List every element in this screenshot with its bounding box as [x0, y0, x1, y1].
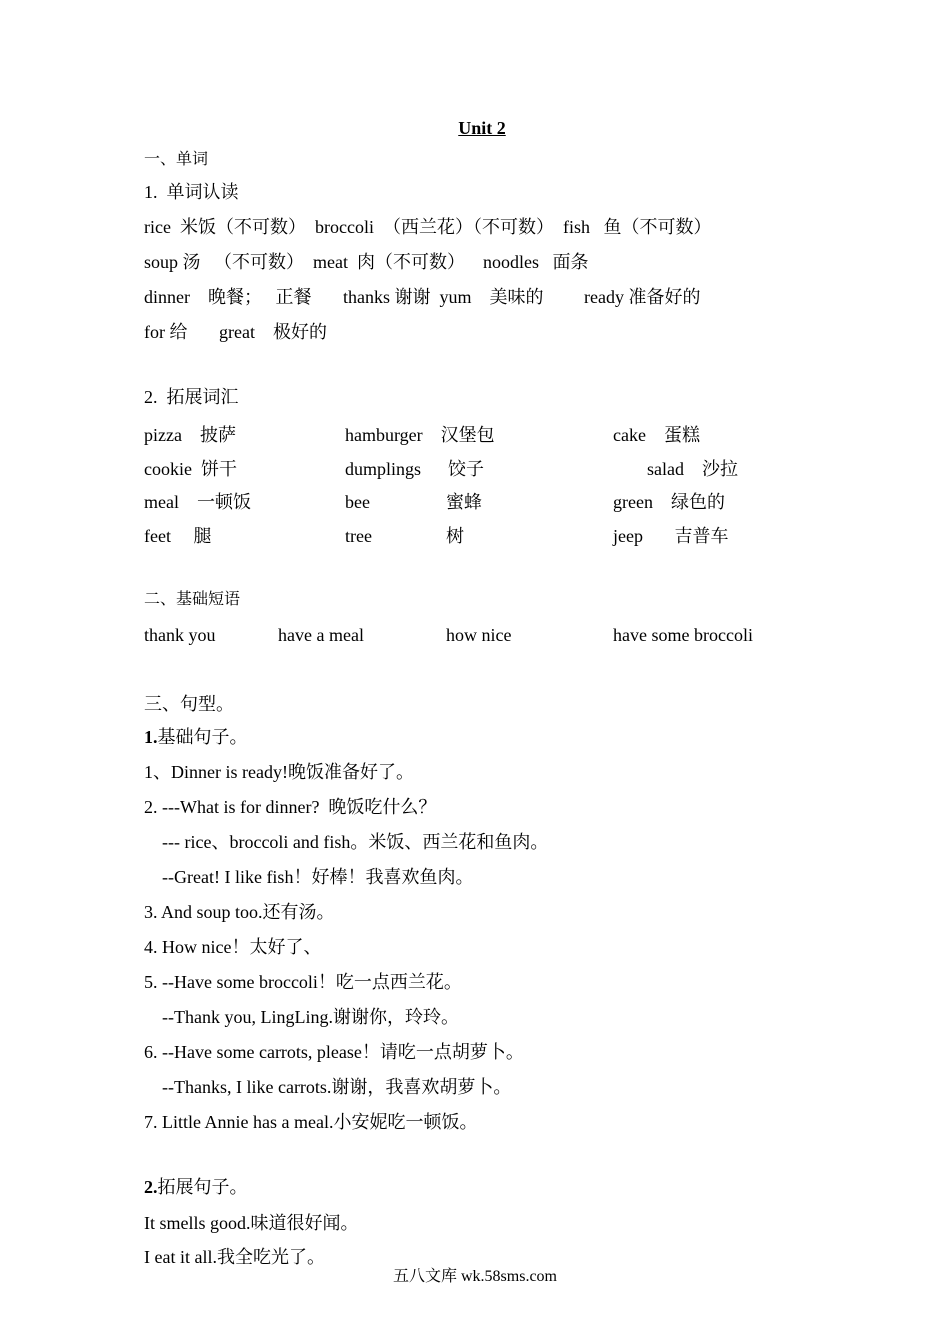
phrase: how nice — [446, 625, 512, 645]
vocab-line: soup 汤 （不可数） meat 肉（不可数） noodles 面条 — [144, 252, 589, 272]
sentence: --Thank you, LingLing.谢谢你，玲玲。 — [144, 1007, 459, 1027]
sentence: 2. ---What is for dinner? 晚饭吃什么？ — [144, 797, 437, 817]
sentence: --Thanks, I like carrots.谢谢，我喜欢胡萝卜。 — [144, 1077, 512, 1097]
vocab-line: for 给 great 极好的 — [144, 322, 327, 342]
sentence: --Great! I like fish！好棒！我喜欢鱼肉。 — [144, 867, 474, 887]
ext-vocab-cell: bee — [345, 492, 370, 512]
sentence: --- rice、broccoli and fish。米饭、西兰花和鱼肉。 — [144, 832, 549, 852]
page-footer: 五八文库 wk.58sms.com — [392, 1268, 557, 1285]
subheading-word-reading: 1. 单词认读 — [144, 182, 239, 202]
ext-vocab-cell: dumplings 饺子 — [345, 459, 485, 479]
section-heading-sentences: 三、句型。 — [144, 694, 234, 714]
phrase: have some broccoli — [613, 625, 753, 645]
phrase: have a meal — [278, 625, 364, 645]
subheading-extended-vocab: 2. 拓展词汇 — [144, 387, 239, 407]
ext-vocab-cell: green 绿色的 — [613, 492, 725, 512]
subheading-text: 拓展句子。 — [157, 1177, 248, 1197]
ext-vocab-cell: 树 — [446, 526, 464, 546]
sentence: 3. And soup too.还有汤。 — [144, 902, 335, 922]
subheading-number: 2. — [144, 1177, 158, 1197]
ext-vocab-cell: cake 蛋糕 — [613, 425, 700, 445]
sentence: 1、Dinner is ready!晚饭准备好了。 — [144, 762, 414, 782]
subheading-extended-sentences — [144, 1175, 248, 1199]
sentence: It smells good.味道很好闻。 — [144, 1213, 359, 1233]
ext-vocab-cell: cookie 饼干 — [144, 459, 237, 479]
vocab-line: rice 米饭（不可数） broccoli （西兰花）（不可数） fish 鱼（不可数） — [144, 217, 712, 237]
ext-vocab-cell: pizza 披萨 — [144, 425, 236, 445]
ext-vocab-cell: feet 腿 — [144, 526, 212, 546]
ext-vocab-cell: tree — [345, 526, 372, 546]
phrase: thank you — [144, 625, 216, 645]
page-title: Unit 2 — [458, 118, 506, 138]
ext-vocab-cell: 蜜蜂 — [446, 492, 482, 512]
section-heading-words: 一、单词 — [144, 151, 209, 168]
subheading-basic-sentences — [144, 725, 248, 749]
subheading-text: 基础句子。 — [157, 727, 248, 747]
sentence: 4. How nice！太好了、 — [144, 937, 322, 957]
sentence: 6. --Have some carrots, please！请吃一点胡萝卜。 — [144, 1042, 524, 1062]
ext-vocab-cell: jeep 吉普车 — [613, 526, 729, 546]
subheading-number: 1. — [144, 727, 158, 747]
ext-vocab-cell: salad 沙拉 — [647, 459, 738, 479]
ext-vocab-cell: hamburger 汉堡包 — [345, 425, 495, 445]
ext-vocab-cell: meal 一顿饭 — [144, 492, 251, 512]
sentence: 7. Little Annie has a meal.小安妮吃一顿饭。 — [144, 1112, 478, 1132]
section-heading-phrases: 二、基础短语 — [144, 591, 241, 608]
vocab-line: dinner 晚餐； 正餐 thanks 谢谢 yum 美味的 ready 准备好的 — [144, 287, 701, 307]
sentence: I eat it all.我全吃光了。 — [144, 1247, 325, 1267]
sentence: 5. --Have some broccoli！吃一点西兰花。 — [144, 972, 462, 992]
